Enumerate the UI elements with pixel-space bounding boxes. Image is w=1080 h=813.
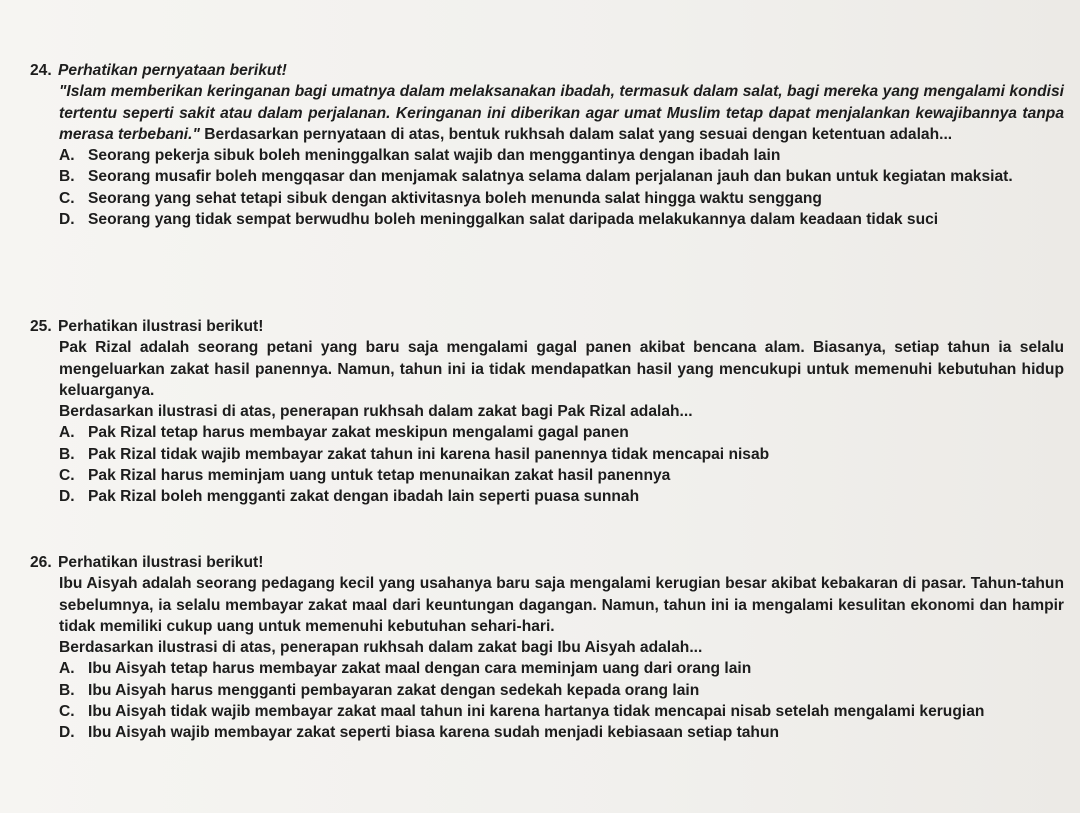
option-c[interactable]: [0, 701, 1064, 722]
question-prompt: Berdasarkan ilustrasi di atas, penerapan rukhsah dalam zakat bagi Ibu Aisyah adalah...: [59, 639, 703, 657]
option-text: Ibu Aisyah tidak wajib membayar zakat maal tahun ini karena hartanya tidak mencapai nisab setelah mengalami kerugian: [88, 703, 985, 721]
question-statement: [59, 337, 1064, 401]
question-26: [0, 552, 1080, 744]
option-b[interactable]: [0, 166, 1064, 187]
question-25: [0, 316, 1080, 508]
question-number: 25.: [30, 318, 52, 335]
question-prompt: Berdasarkan pernyataan di atas, bentuk rukhsah dalam salat yang sesuai dengan ketentuan adalah...: [204, 125, 953, 143]
option-b[interactable]: [0, 444, 1064, 465]
answer-options: [0, 658, 1080, 743]
option-text: Pak Rizal boleh mengganti zakat dengan ibadah lain seperti puasa sunnah: [88, 488, 640, 506]
question-24: [0, 60, 1080, 230]
question-intro: Perhatikan ilustrasi berikut!: [58, 318, 264, 335]
statement-text: "Islam memberikan keringanan bagi umatnya dalam melaksanakan ibadah, termasuk dalam salat, bagi mereka yang mengalami kondisi tertentu seperti sakit atau dalam perjalanan. Keringanan ini diberikan agar umat Muslim tetap dapat menjalankan kewajibannya tanpa merasa terbebani.": [59, 83, 1064, 143]
option-text: Ibu Aisyah harus mengganti pembayaran zakat dengan sedekah kepada orang lain: [88, 681, 700, 699]
statement-text: Pak Rizal adalah seorang petani yang baru saja mengalami gagal panen akibat bencana alam. Biasanya, setiap tahun ia selalu mengeluarkan zakat hasil panennya. Namun, tahun ini ia tidak mendapatkan hasil yang mencukupi untuk memenuhi kebutuhan hidup keluarganya.: [59, 339, 1064, 399]
option-letter: A.: [59, 660, 75, 678]
option-letter: C.: [59, 189, 75, 207]
option-a[interactable]: [0, 658, 1064, 679]
question-header: [0, 316, 1080, 337]
option-text: Seorang pekerja sibuk boleh meninggalkan salat wajib dan menggantinya dengan ibadah lain: [88, 147, 781, 165]
option-letter: D.: [59, 211, 75, 229]
question-intro: Perhatikan ilustrasi berikut!: [58, 554, 264, 571]
option-letter: D.: [59, 724, 75, 742]
question-header: [0, 60, 1080, 81]
option-text: Seorang yang tidak sempat berwudhu boleh meninggalkan salat daripada melakukannya dalam keadaan tidak suci: [88, 211, 939, 229]
option-letter: A.: [59, 424, 75, 442]
option-text: Pak Rizal tidak wajib membayar zakat tahun ini karena hasil panennya tidak mencapai nisab: [88, 445, 770, 463]
option-letter: B.: [59, 681, 75, 699]
option-d[interactable]: [0, 486, 1064, 507]
answer-options: [0, 145, 1080, 230]
option-text: Seorang musafir boleh mengqasar dan menjamak salatnya selama dalam perjalanan jauh dan bukan untuk kegiatan maksiat.: [88, 168, 1013, 186]
option-letter: C.: [59, 703, 75, 721]
option-letter: C.: [59, 467, 75, 485]
question-intro: Perhatikan pernyataan berikut!: [58, 62, 287, 79]
question-statement: [59, 573, 1064, 637]
question-prompt: Berdasarkan ilustrasi di atas, penerapan rukhsah dalam zakat bagi Pak Rizal adalah...: [59, 403, 693, 421]
question-number: 24.: [30, 62, 52, 79]
option-text: Seorang yang sehat tetapi sibuk dengan aktivitasnya boleh menunda salat hingga waktu senggang: [88, 189, 822, 207]
option-b[interactable]: [0, 680, 1064, 701]
option-letter: B.: [59, 445, 75, 463]
option-text: Ibu Aisyah tetap harus membayar zakat maal dengan cara meminjam uang dari orang lain: [88, 660, 752, 678]
question-header: [0, 552, 1080, 573]
statement-text: Ibu Aisyah adalah seorang pedagang kecil yang usahanya baru saja mengalami kerugian besar akibat kebakaran di pasar. Tahun-tahun sebelumnya, ia selalu membayar zakat maal dari keuntungan dagangan. Namun, tahun ini ia mengalami kesulitan ekonomi dan hampir tidak memiliki cukup uang untuk memenuhi kebutuhan sehari-hari.: [59, 575, 1064, 635]
option-a[interactable]: [0, 145, 1064, 166]
option-letter: D.: [59, 488, 75, 506]
answer-options: [0, 422, 1080, 507]
option-d[interactable]: [0, 722, 1064, 743]
option-text: Pak Rizal tetap harus membayar zakat meskipun mengalami gagal panen: [88, 424, 629, 442]
option-c[interactable]: [0, 465, 1064, 486]
question-statement: [59, 81, 1064, 145]
option-a[interactable]: [0, 422, 1064, 443]
question-number: 26.: [30, 554, 52, 571]
option-d[interactable]: [0, 209, 1064, 230]
option-text: Pak Rizal harus meminjam uang untuk tetap menunaikan zakat hasil panennya: [88, 467, 671, 485]
option-c[interactable]: [0, 188, 1064, 209]
option-text: Ibu Aisyah wajib membayar zakat seperti biasa karena sudah menjadi kebiasaan setiap tahun: [88, 724, 780, 742]
option-letter: B.: [59, 168, 75, 186]
option-letter: A.: [59, 147, 75, 165]
